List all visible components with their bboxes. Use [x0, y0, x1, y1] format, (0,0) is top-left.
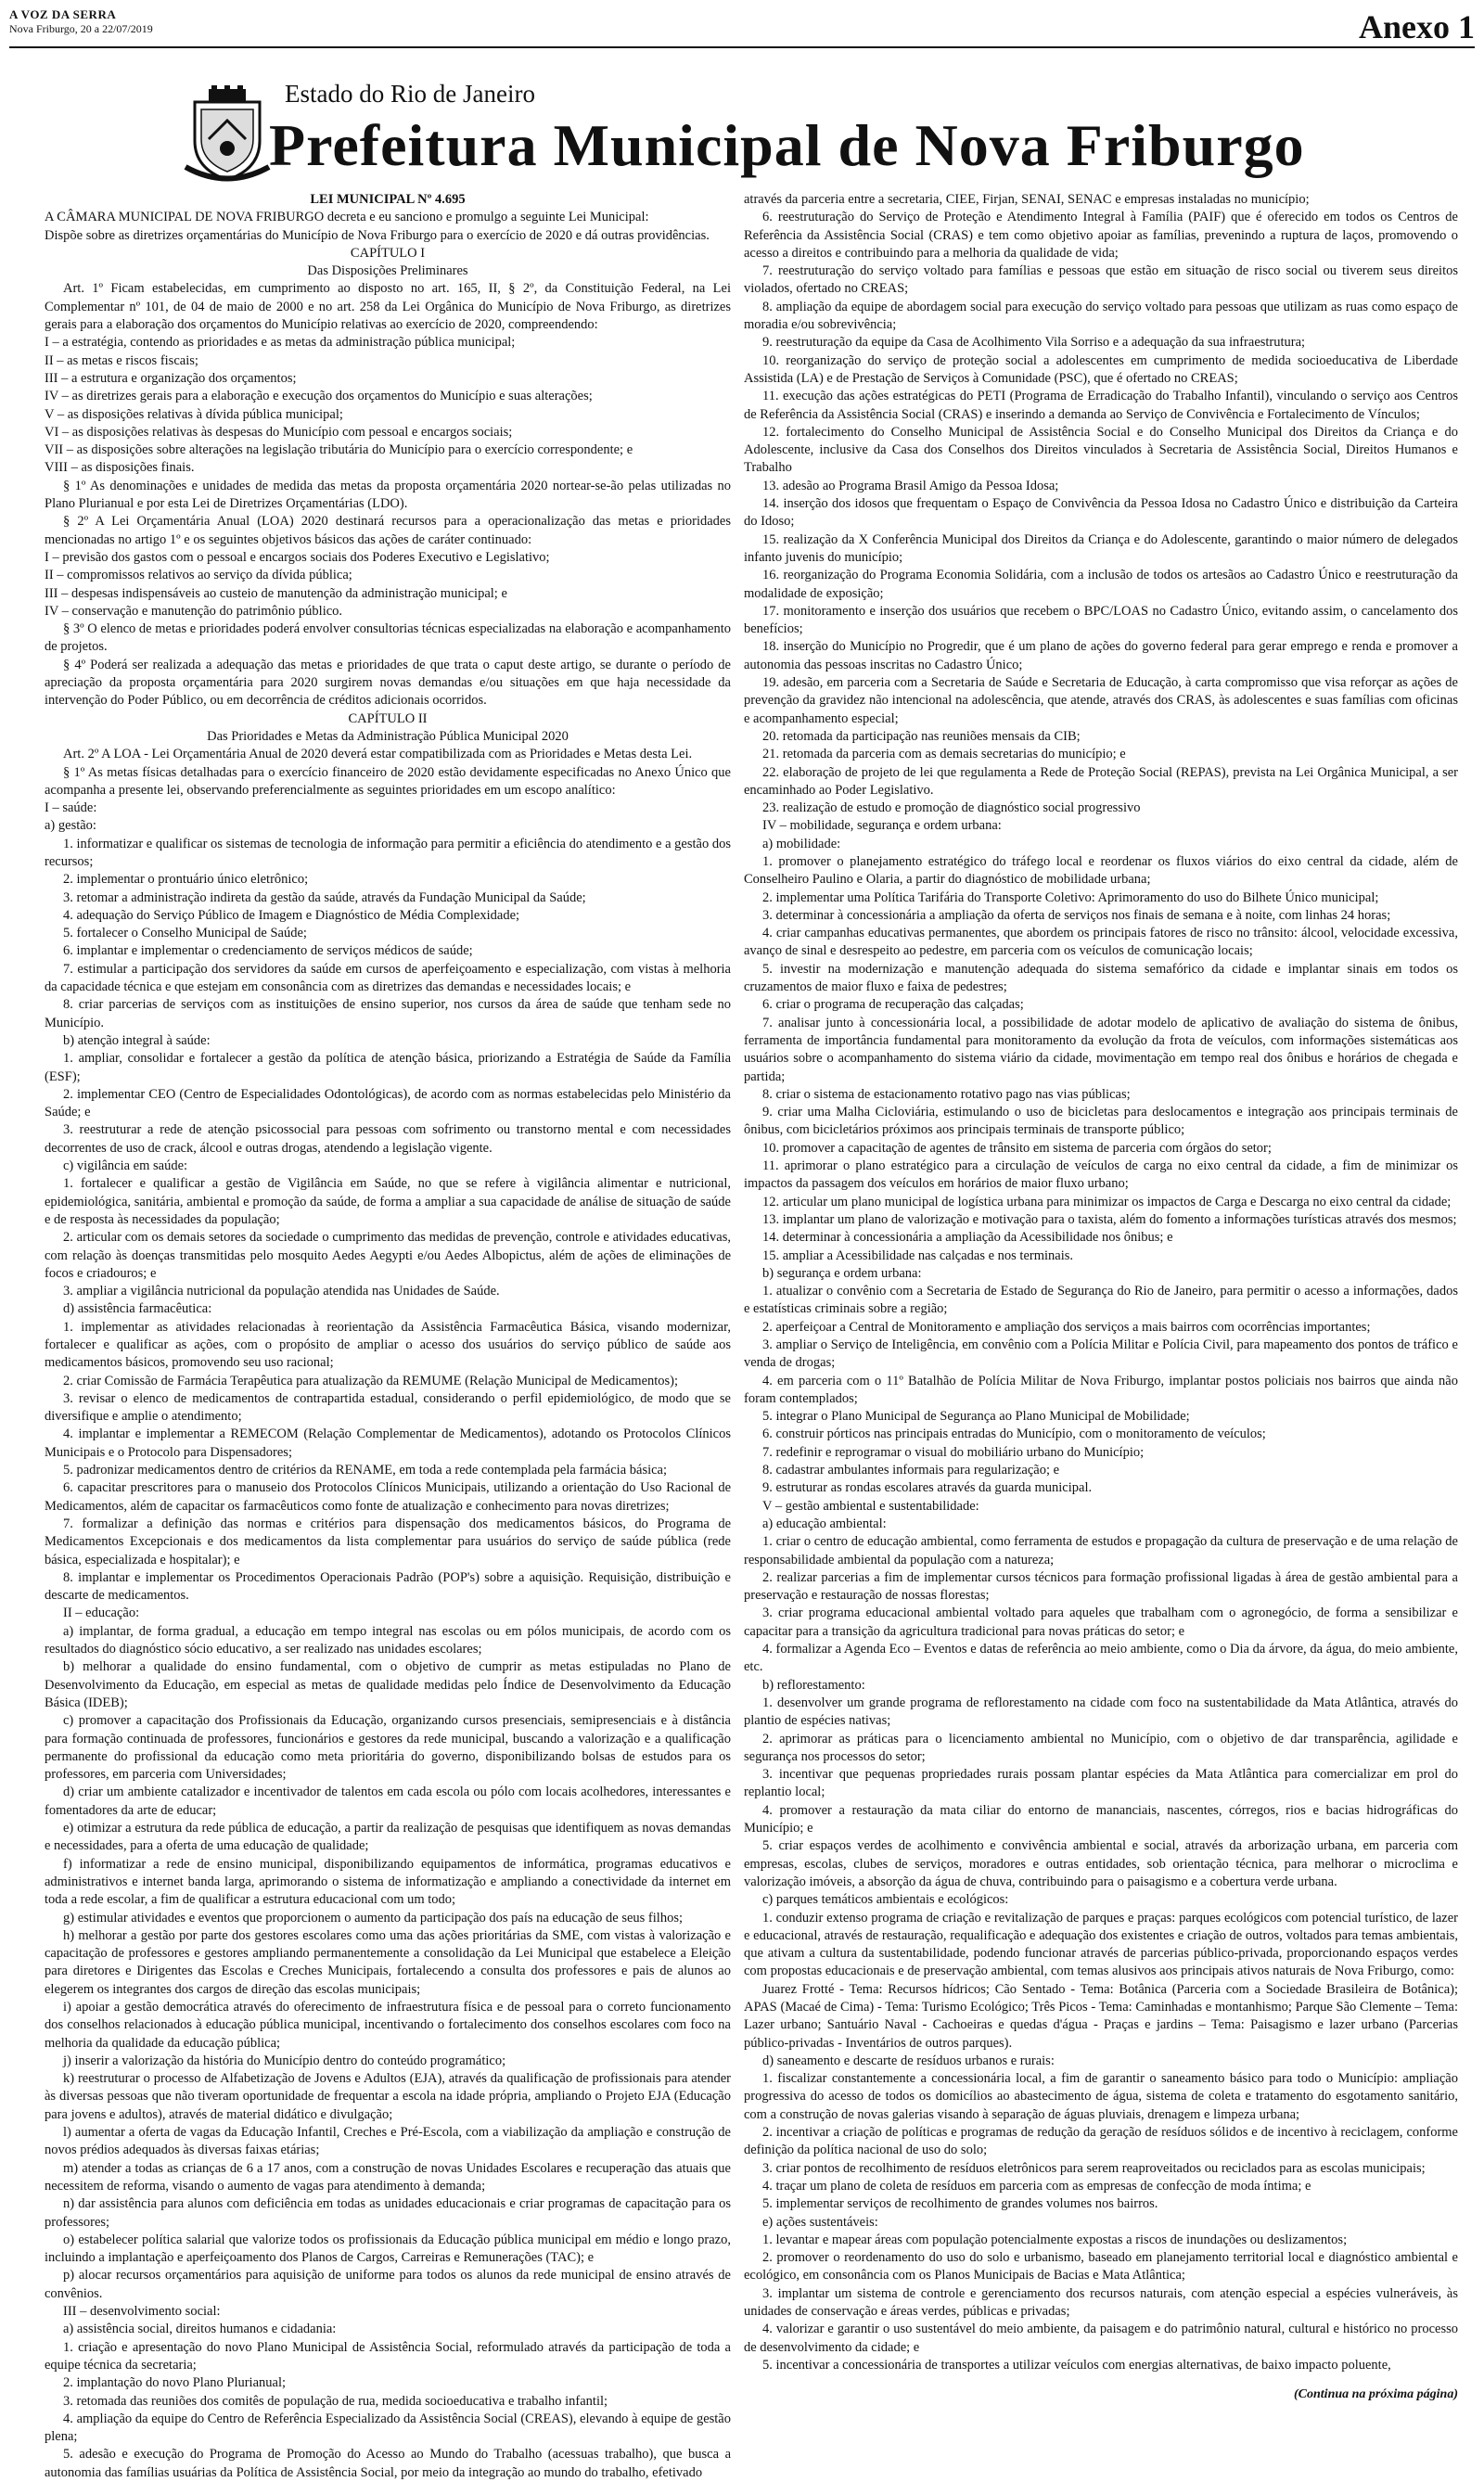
paragraph: 18. inserção do Município no Progredir, que é um plano de ações do governo federal para gerar emprego e renda e promover a autonomia das pessoas inscritas no Cadastro Único;	[744, 639, 1458, 672]
paragraph: 17. monitoramento e inserção dos usuários que recebem o BPC/LOAS no Cadastro Único, evitando assim, o cancelamento dos benefícios;	[744, 603, 1458, 637]
annex-label: Anexo 1	[1359, 8, 1475, 45]
paragraph: 4. em parceria com o 11º Batalhão de Polícia Militar de Nova Friburgo, implantar postos policiais nos bairros que ainda não foram contemplados;	[744, 1373, 1458, 1406]
paragraph: b) segurança e ordem urbana:	[762, 1265, 922, 1281]
paragraph: 8. criar o sistema de estacionamento rotativo pago nas vias públicas;	[762, 1086, 1131, 1102]
paragraph: 12. articular um plano municipal de logística urbana para minimizar os impactos de Carga e Descarga no eixo central da cidade;	[762, 1194, 1452, 1209]
paragraph: 6. criar o programa de recuperação das calçadas;	[762, 997, 1024, 1013]
paragraph: V – as disposições relativas à dívida pública municipal;	[45, 406, 343, 422]
paragraph: 7. reestruturação do serviço voltado para famílias e pessoas que estão em situação de risco social ou tiverem seus direitos violados, ofertado no CREAS;	[744, 263, 1458, 297]
paragraph: 5. investir na modernização e manutenção adequada do sistema semafórico da cidade e implantar sinais em todos os cruzamentos de maior fluxo e faixa de pedestres;	[744, 961, 1458, 995]
paragraph: 3. ampliar a vigilância nutricional da população atendida nas Unidades de Saúde.	[63, 1284, 500, 1299]
paragraph: 7. estimular a participação dos servidores da saúde em cursos de aperfeiçoamento e especialização, com vistas à melhoria da capacidade técnica e que estejam em consonância com as diretrizes das demandas e necessidades locais; e	[45, 961, 731, 995]
newspaper-header	[9, 6, 1475, 48]
paragraph: 5. fortalecer o Conselho Municipal de Saúde;	[63, 926, 307, 941]
paragraph: 4. implantar e implementar a REMECOM (Relação Complementar de Medicamentos), adotando os Protocolos Clínicos Municipais e o Protocolo para Dispensadores;	[45, 1427, 731, 1460]
right-column	[744, 191, 1458, 2371]
paragraph: 15. ampliar a Acessibilidade nas calçadas e nos terminais.	[762, 1247, 1074, 1263]
paragraph: 6. reestruturação do Serviço de Proteção e Atendimento Integral à Família (PAIF) que é oferecido em todos os Centros de Referência da Assistência Social (CRAS) e tem como objetivo apoiar as famílias, prevenindo a ruptura de laços, promovendo o acesso a direitos e contribuindo para a melhoria da qualidade de vida;	[744, 210, 1458, 261]
paragraph: § 3º O elenco de metas e prioridades poderá envolver consultorias técnicas especializadas na elaboração e acompanhamento de projetos.	[45, 621, 731, 655]
paragraph: k) reestruturar o processo de Alfabetização de Jovens e Adultos (EJA), através da qualificação de profissionais para atender às diversas pessoas que não tiveram oportunidade de frequentar a escola na idade própria, ampliando o Projeto EJA (Educação para jovens e adultos), através de material didático e divulgação;	[45, 2071, 731, 2122]
paragraph: 4. criar campanhas educativas permanentes, que abordem os principais fatores de risco no trânsito: álcool, velocidade excessiva, avanço de sinal e desrespeito ao pedestre, em parceria com os veículos de comunicação locais;	[744, 926, 1458, 959]
prefeitura-title: Prefeitura Municipal de Nova Friburgo	[269, 112, 1305, 178]
paragraph: § 1º As denominações e unidades de medida das metas da proposta orçamentária 2020 nortear-se-ão pelas utilizadas no Plano Plurianual e por esta Lei de Diretrizes Orçamentárias (LDO).	[45, 478, 731, 512]
paragraph: 4. formalizar a Agenda Eco – Eventos e datas de referência ao meio ambiente, como o Dia da árvore, da água, do meio ambiente, etc.	[744, 1642, 1458, 1675]
paragraph: 13. adesão ao Programa Brasil Amigo da Pessoa Idosa;	[762, 478, 1059, 493]
paragraph: LEI MUNICIPAL Nº 4.695	[310, 192, 466, 207]
paragraph: b) reflorestamento:	[762, 1677, 865, 1693]
paragraph: III – despesas indispensáveis ao custeio de manutenção da administração municipal; e	[45, 585, 507, 601]
paragraph: 6. implantar e implementar o credenciamento de serviços médicos de saúde;	[63, 943, 473, 959]
paragraph: 1. implementar as atividades relacionadas à reorientação da Assistência Farmacêutica Básica, visando modernizar, fortalecer e qualificar as ações, com o propósito de ampliar o acesso dos usuários do serviço público de saúde aos medicamentos básicos, promovendo seu uso racional;	[45, 1319, 731, 1371]
paragraph: g) estimular atividades e eventos que proporcionem o aumento da participação dos país na educação de seus filhos;	[63, 1910, 683, 1925]
paragraph: I – previsão dos gastos com o pessoal e encargos sociais dos Poderes Executivo e Legislativo;	[45, 549, 550, 565]
coat-of-arms-icon	[181, 83, 274, 186]
paragraph: 1. fortalecer e qualificar a gestão de Vigilância em Saúde, no que se refere à vigilância alimentar e nutricional, epidemiológica, sanitária, ambiental e promoção da saúde, de forma a ampliar a sua capacidade de análise de situação de saúde e de resposta às necessidades da população;	[45, 1176, 731, 1227]
paragraph: a) assistência social, direitos humanos e cidadania:	[63, 2322, 337, 2337]
paragraph: 9. criar uma Malha Cicloviária, estimulando o uso de bicicletas para deslocamentos e integração aos principais terminais de ônibus, com bicicletários próximos aos principais terminais de transporte público;	[744, 1105, 1458, 1138]
paragraph: Das Disposições Preliminares	[307, 263, 468, 279]
paragraph: 4. traçar um plano de coleta de resíduos em parceria com as empresas de confecção de moda íntima; e	[762, 2178, 1311, 2194]
paragraph: 10. promover a capacitação de agentes de trânsito em sistema de parceria com órgãos do setor;	[762, 1140, 1272, 1156]
paragraph: 16. reorganização do Programa Economia Solidária, com a inclusão de todos os artesãos ao Cadastro Único e reestruturação da modalidade de exposição;	[744, 568, 1458, 601]
paragraph: e) ações sustentáveis:	[762, 2214, 878, 2230]
paragraph: IV – mobilidade, segurança e ordem urbana:	[762, 818, 1002, 834]
paragraph: IV – as diretrizes gerais para a elaboração e execução dos orçamentos do Município e suas alterações;	[45, 389, 593, 404]
paragraph: a) gestão:	[45, 818, 96, 834]
paragraph: 2. implementar o prontuário único eletrônico;	[63, 872, 309, 888]
paragraph: 2. implementar CEO (Centro de Especialidades Odontológicas), de acordo com as normas estabelecidas pelo Ministério da Saúde; e	[45, 1086, 731, 1120]
paragraph: 2. articular com os demais setores da sociedade o cumprimento das medidas de prevenção, controle e atividades educativas, com relação às doenças transmitidas pelo mosquito Aedes Aegypti e/ou Aedes Albopictus, além de ações de eliminações de focos e criadouros; e	[45, 1230, 731, 1281]
paragraph: 22. elaboração de projeto de lei que regulamenta a Rede de Proteção Social (REPAS), prevista na Lei Orgânica Municipal, a ser encaminhado ao Poder Legislativo.	[744, 764, 1458, 798]
newspaper-date: Nova Friburgo, 20 a 22/07/2019	[9, 22, 153, 35]
paragraph: VI – as disposições relativas às despesas do Município com pessoal e encargos sociais;	[45, 424, 513, 440]
paragraph: 8. cadastrar ambulantes informais para regularização; e	[762, 1463, 1060, 1478]
paragraph: 13. implantar um plano de valorização e motivação para o taxista, além do fomento a informações turísticas através dos mesmos;	[762, 1211, 1457, 1227]
paragraph: 1. informatizar e qualificar os sistemas de tecnologia de informação para permitir a eficiência do atendimento e a gestão dos recursos;	[45, 836, 731, 869]
paragraph: I – a estratégia, contendo as prioridades e as metas da administração pública municipal;	[45, 335, 516, 351]
paragraph: A CÂMARA MUNICIPAL DE NOVA FRIBURGO decreta e eu sanciono e promulgo a seguinte Lei Municipal:	[45, 210, 649, 225]
paragraph: 1. criação e apresentação do novo Plano Municipal de Assistência Social, reformulado através da participação de toda a equipe técnica da secretaria;	[45, 2339, 731, 2373]
paragraph: 3. retomar a administração indireta da gestão da saúde, através da Fundação Municipal da Saúde;	[63, 889, 586, 905]
paragraph: III – a estrutura e organização dos orçamentos;	[45, 370, 297, 386]
paragraph: V – gestão ambiental e sustentabilidade:	[762, 1498, 979, 1514]
paragraph: d) criar um ambiente catalizador e incentivador de talentos em cada escola ou pólo com locais acolhedores, interessantes e fomentadores da arte de educar;	[45, 1785, 731, 1818]
paragraph: 1. atualizar o convênio com a Secretaria de Estado de Segurança do Rio de Janeiro, para permitir o acesso a informações, dados e estatísticas criminais sobre a região;	[744, 1284, 1458, 1317]
paragraph: d) saneamento e descarte de resíduos urbanos e rurais:	[762, 2053, 1055, 2068]
paragraph: 1. fiscalizar constantemente a concessionária local, a fim de garantir o saneamento básico para todo o Município: ampliação progressiva do acesso de todos os domicílios ao abastecimento de água, sistema de coleta e tratamento do esgotamento sanitário, com a construção de novas galerias visando à separação de águas pluviais, drenagem e limpeza urbana;	[744, 2071, 1458, 2122]
paragraph: 1. levantar e mapear áreas com população potencialmente expostas a riscos de inundações ou deslizamentos;	[762, 2232, 1348, 2247]
paragraph: o) estabelecer política salarial que valorize todos os profissionais da Educação pública municipal em médio e longo prazo, incluindo a implantação e aperfeiçoamento dos Planos de Cargos, Carreiras e Remunerações (TAC); e	[45, 2232, 731, 2266]
paragraph: 5. integrar o Plano Municipal de Segurança ao Plano Municipal de Mobilidade;	[762, 1409, 1190, 1425]
paragraph: d) assistência farmacêutica:	[63, 1301, 212, 1317]
paragraph: I – saúde:	[45, 800, 97, 816]
paragraph: 1. criar o centro de educação ambiental, como ferramenta de estudos e propagação da cultura de preservação e de uma relação de responsabilidade ambiental da população com a natureza;	[744, 1534, 1458, 1567]
paragraph: 2. aperfeiçoar a Central de Monitoramento e ampliação dos serviços a mais bairros com ocorrências importantes;	[762, 1319, 1371, 1335]
paragraph: Art. 1º Ficam estabelecidas, em cumprimento ao disposto no art. 165, II, § 2º, da Constituição Federal, na Lei Complementar nº 101, de 04 de maio de 2000 e no art. 258 da Lei Orgânica do Município de Nova Friburgo, as diretrizes gerais para a elaboração dos orçamentos do Município relativas ao exercício de 2020, compreendendo:	[45, 281, 731, 333]
paragraph: § 4º Poderá ser realizada a adequação das metas e prioridades de que trata o caput deste artigo, se durante o período de apreciação da proposta orçamentária para 2020 surgirem novas demandas e/ou situações em que haja necessidade da intervenção do Poder Público, ou em decorrência de créditos adicionais ocorridos.	[45, 657, 731, 709]
paragraph: 8. criar parcerias de serviços com as instituições de ensino superior, nos cursos da área de saúde que tenham sede no Município.	[45, 997, 731, 1030]
paragraph: através da parceria entre a secretaria, CIEE, Firjan, SENAI, SENAC e empresas instaladas no município;	[744, 192, 1310, 207]
paragraph: 3. criar pontos de recolhimento de resíduos eletrônicos para serem reaproveitados ou reciclados para as escolas municipais;	[762, 2160, 1426, 2176]
continue-note: (Continua na próxima página)	[1294, 2387, 1458, 2401]
paragraph: 3. determinar à concessionária a ampliação da oferta de serviços nos finais de semana e à noite, com linhas 24 horas;	[762, 907, 1391, 923]
paragraph: § 1º As metas físicas detalhadas para o exercício financeiro de 2020 estão devidamente especificadas no Anexo Único que acompanha a presente lei, observando preferencialmente as seguintes prioridades em um escopo analítico:	[45, 764, 731, 798]
paragraph: 3. retomada das reuniões dos comitês de população de rua, medida socioeducativa e trabalho infantil;	[63, 2393, 608, 2409]
paragraph: a) implantar, de forma gradual, a educação em tempo integral nas escolas ou em pólos municipais, de acordo com os resultados do diagnóstico sócio educativo, a ser realizado nas unidades escolares;	[45, 1623, 731, 1657]
paragraph: n) dar assistência para alunos com deficiência em todas as unidades educacionais e criar programas de capacitação para os professores;	[45, 2196, 731, 2230]
paragraph: § 2º A Lei Orçamentária Anual (LOA) 2020 destinará recursos para a operacionalização das metas e prioridades mencionadas no artigo 1º e os seguintes objetivos básicos das ações de caráter continuado:	[45, 514, 731, 547]
paragraph: 11. execução das ações estratégicas do PETI (Programa de Erradicação do Trabalho Infantil), vinculando o serviço aos Centros de Referência da Assistência Social (CRAS) e inserindo a demanda ao Serviço de Convivência e Fortalecimento de Vínculos;	[744, 389, 1458, 422]
paragraph: II – educação:	[63, 1606, 140, 1621]
paragraph: m) atender a todas as crianças de 6 a 17 anos, com a construção de novas Unidades Escolares e recuperação das atuais que necessitem de reforma, visando o aumento de vagas para atendimento à demanda;	[45, 2160, 731, 2194]
masthead	[181, 54, 1461, 184]
paragraph: 14. inserção dos idosos que frequentam o Espaço de Convivência da Pessoa Idosa no Cadastro Único e distribuição da Carteira do Idoso;	[744, 496, 1458, 530]
paragraph: i) apoiar a gestão democrática através do oferecimento de infraestrutura física e de pessoal para o correto funcionamento dos conselhos relacionados à educação pública municipal, incentivando o fortalecimento dos conselhos escolares com foco na melhoria da qualidade da educação pública;	[45, 1999, 731, 2051]
paragraph: 4. valorizar e garantir o uso sustentável do meio ambiente, da paisagem e do patrimônio natural, cultural e histórico no processo de desenvolvimento da cidade; e	[744, 2322, 1458, 2355]
paragraph: 7. redefinir e reprogramar o visual do mobiliário urbano do Município;	[762, 1444, 1145, 1460]
paragraph: c) vigilância em saúde:	[63, 1158, 188, 1174]
paragraph: 6. construir pórticos nas principais entradas do Município, com o monitoramento de veículos;	[762, 1427, 1266, 1442]
paragraph: 10. reorganização do serviço de proteção social a adolescentes em cumprimento de medida socioeducativa de Liberdade Assistida (LA) e de Prestação de Serviços à Comunidade (PSC), que é ofertado no CREAS;	[744, 352, 1458, 386]
paragraph: 2. promover o reordenamento do uso do solo e urbanismo, baseado em planejamento territorial local e diagnóstico ambiental e ecológico, em consonância com os Planos Municipais de Bacias e Mata Atlântica;	[744, 2250, 1458, 2284]
paragraph: 7. analisar junto à concessionária local, a possibilidade de adotar modelo de aplicativo de avaliação do sistema de ônibus, ferramenta de importância fundamental para monitoramento da evolução da frota de veículos, com informações sistemáticas aos usuários sobre o acompanhamento do sistema viário da cidade, movimentação em tempo real dos ônibus e horários de chegada e partida;	[744, 1015, 1458, 1084]
paragraph: 3. revisar o elenco de medicamentos de contrapartida estadual, considerando o perfil epidemiológico, de modo que se diversifique e amplie o atendimento;	[45, 1390, 731, 1425]
paragraph: 1. promover o planejamento estratégico do tráfego local e reordenar os fluxos viários do eixo central da cidade, além de Conselheiro Paulino e Olaria, a partir do diagnóstico de mobilidade urbana;	[744, 853, 1458, 888]
paragraph: Art. 2º A LOA - Lei Orçamentária Anual de 2020 deverá estar compatibilizada com as Prioridades e Metas desta Lei.	[63, 747, 693, 762]
paragraph: e) otimizar a estrutura da rede pública de educação, a partir da realização de pesquisas que identifiquem as novas demandas e necessidades, para a oferta de uma educação de qualidade;	[45, 1821, 731, 1854]
paragraph: 23. realização de estudo e promoção de diagnóstico social progressivo	[762, 800, 1141, 816]
paragraph: Juarez Frotté - Tema: Recursos hídricos; Cão Sentado - Tema: Botânica (Parceria com a Sociedade Brasileira de Botânica); APAS (Macaé de Cima) - Tema: Turismo Ecológico; Três Picos - Tema: Caminhadas e montanhismo; Parque São Clemente – Tema: Lazer urbano; Santuário Naval - Cachoeiras e quedas d'água - Praças e jardins – Tema: Paisagismo e lazer urbano (Parcerias público-privadas - Inventários de outros parques).	[744, 1981, 1458, 2051]
paragraph: a) mobilidade:	[762, 836, 841, 851]
paragraph: h) melhorar a gestão por parte dos gestores escolares como uma das ações prioritárias da SME, com vistas à valorização e capacitação de professores e gestores ampliando permanentemente a consolidação da Lei Municipal que estabelece a Eleição para diretores e Dirigentes das Escolas e Creches Municipais, fortalecendo a consulta dos professores e pais de alunos ao elegerem os integrantes dos cargos de direção das escolas municipais;	[45, 1927, 731, 1997]
paragraph: 2. criar Comissão de Farmácia Terapêutica para atualização da REMUME (Relação Municipal de Medicamentos);	[63, 1373, 679, 1388]
paragraph: 5. padronizar medicamentos dentro de critérios da RENAME, em toda a rede contemplada pela farmácia básica;	[63, 1463, 668, 1478]
paragraph: 7. formalizar a definição das normas e critérios para dispensação dos medicamentos básicos, do Programa de Medicamentos Excepcionais e dos medicamentos da lista complementar para usuários do serviço de saúde pública (rede básica, especializada e hospitalar); e	[45, 1516, 731, 1567]
paragraph: 1. conduzir extenso programa de criação e revitalização de parques e praças: parques ecológicos com potencial turístico, de lazer e educacional, através de restauração, requalificação e adequação dos existentes e criação de outros, voltados para temas ambientais, que ativam a cultura da sustentabilidade, podendo funcionar através de parcerias público-privada, proporcionando espaços verdes com propostas educacionais e de preservação ambiental, com temas alusivos aos principais ativos naturais de Nova Friburgo, como:	[744, 1910, 1458, 1979]
paragraph: a) educação ambiental:	[762, 1516, 887, 1531]
paragraph: c) promover a capacitação dos Profissionais da Educação, organizando cursos presenciais, semipresenciais e à distância para formação continuada de professores, funcionários e gestores da rede municipal, buscando a valorização e a qualificação permanente do profissional da educação como meta prioritária do governo, disponibilizando bolsas de estudos para os professores, em parceria com Universidades;	[45, 1713, 731, 1783]
paragraph: 3. criar programa educacional ambiental voltado para aqueles que trabalham com o agronegócio, de forma a sensibilizar e capacitar para a transição da agricultura tradicional para novas práticas do setor; e	[744, 1606, 1458, 1639]
paragraph: 2. realizar parcerias a fim de implementar cursos técnicos para formação profissional ligadas à área de gestão ambiental para a preservação e restauração de nossas florestas;	[744, 1569, 1458, 1604]
paragraph: III – desenvolvimento social:	[63, 2304, 221, 2320]
paragraph: 2. incentivar a criação de políticas e programas de redução da geração de resíduos sólidos e de incentivo à reciclagem, conforme definição da política nacional de uso do solo;	[744, 2125, 1458, 2158]
paragraph: IV – conservação e manutenção do patrimônio público.	[45, 603, 343, 619]
paragraph: 2. implantação do novo Plano Plurianual;	[63, 2375, 287, 2391]
paragraph: CAPÍTULO II	[348, 710, 428, 726]
paragraph: 1. ampliar, consolidar e fortalecer a gestão da política de atenção básica, priorizando a Estratégia de Saúde da Família (ESF);	[45, 1051, 731, 1084]
paragraph: 4. promover a restauração da mata ciliar do entorno de mananciais, nascentes, córregos, rios e bacias hidrográficas do Município; e	[744, 1802, 1458, 1836]
paragraph: 5. implementar serviços de recolhimento de grandes volumes nos bairros.	[762, 2196, 1158, 2212]
paragraph: VII – as disposições sobre alterações na legislação tributária do Município para o exercício correspondente; e	[45, 442, 633, 458]
paragraph: 9. estruturar as rondas escolares através da guarda municipal.	[762, 1480, 1093, 1496]
paragraph: Das Prioridades e Metas da Administração Pública Municipal 2020	[207, 728, 569, 744]
newspaper-name: A VOZ DA SERRA	[9, 7, 117, 21]
left-column	[45, 191, 731, 2480]
paragraph: 20. retomada da participação nas reuniões mensais da CIB;	[762, 728, 1081, 744]
paragraph: 3. incentivar que pequenas propriedades rurais possam plantar espécies da Mata Atlântica para comercializar em prol do replantio local;	[744, 1767, 1458, 1800]
paragraph: j) inserir a valorização da história do Município dentro do conteúdo programático;	[63, 2053, 506, 2068]
paragraph: c) parques temáticos ambientais e ecológicos:	[762, 1892, 1009, 1908]
paragraph: 14. determinar à concessionária a ampliação da Acessibilidade nos ônibus; e	[762, 1230, 1173, 1246]
paragraph: 15. realização da X Conferência Municipal dos Direitos da Criança e do Adolescente, garantindo o maior número de delegados infanto juvenis do município;	[744, 531, 1458, 565]
paragraph: p) alocar recursos orçamentários para aquisição de uniforme para todos os alunos da rede municipal de ensino através de convênios.	[45, 2268, 731, 2301]
paragraph: 3. reestruturar a rede de atenção psicossocial para pessoas com sofrimento ou transtorno mental e com necessidades decorrentes de uso de crack, álcool e outras drogas, atendendo a legislação vigente.	[45, 1122, 731, 1156]
paragraph: 11. aprimorar o plano estratégico para a circulação de veículos de carga no eixo central da cidade, a fim de minimizar os impactos da passagem dos veículos em horários de maior fluxo urbano;	[744, 1158, 1458, 1192]
paragraph: 6. capacitar prescritores para o manuseio dos Protocolos Clínicos Municipais, utilizando a orientação do Uso Racional de Medicamentos, além de capacitar os farmacêuticos como fonte de atualização e conhecimento para novas diretrizes;	[45, 1480, 731, 1514]
paragraph: 3. implantar um sistema de controle e gerenciamento dos recursos naturais, com atenção especial a espécies vulneráveis, às unidades de conservação e áreas verdes, públicas e privadas;	[744, 2285, 1458, 2320]
paragraph: 1. desenvolver um grande programa de reflorestamento na cidade com foco na sustentabilidade da Mata Atlântica, através do plantio de espécies nativas;	[744, 1695, 1458, 1729]
paragraph: l) aumentar a oferta de vagas da Educação Infantil, Creches e Pré-Escola, com a viabilização da ampliação e construção de novos prédios adequados às diversas faixas etárias;	[45, 2125, 731, 2158]
paragraph: VIII – as disposições finais.	[45, 460, 195, 476]
paragraph: CAPÍTULO I	[350, 245, 426, 261]
paragraph: 5. incentivar a concessionária de transportes a utilizar veículos com energias alternativas, de baixo impacto poluente,	[762, 2357, 1391, 2373]
paragraph: 5. adesão e execução do Programa de Promoção do Acesso ao Mundo do Trabalho (acessuas trabalho), que busca a autonomia das famílias usuárias da Política de Assistência Social, por meio da integração ao mundo do trabalho, efetivado	[45, 2447, 731, 2480]
paragraph: 4. ampliação da equipe do Centro de Referência Especializado da Assistência Social (CREAS), elevando à equipe de gestão plena;	[45, 2411, 731, 2445]
paragraph: b) atenção integral à saúde:	[63, 1032, 211, 1048]
paragraph: 2. implementar uma Política Tarifária do Transporte Coletivo: Aprimoramento do uso do Bilhete Único municipal;	[762, 889, 1379, 905]
paragraph: 21. retomada da parceria com as demais secretarias do município; e	[762, 747, 1126, 762]
paragraph: 5. criar espaços verdes de acolhimento e convivência ambiental e social, através da arborização urbana, em parceria com empresas, escolas, clubes de serviços, moradores e outras entidades, sob orientação técnica, para melhorar o microclima e valorização imóveis, a absorção da água de chuva, contribuindo para o paisagismo e a cobertura verde urbana.	[744, 1838, 1458, 1889]
paragraph: II – compromissos relativos ao serviço da dívida pública;	[45, 568, 352, 583]
paragraph: 3. ampliar o Serviço de Inteligência, em convênio com a Polícia Militar e Polícia Civil, para mapeamento dos pontos de tráfico e venda de drogas;	[744, 1337, 1458, 1371]
paragraph: 8. ampliação da equipe de abordagem social para execução do serviço voltado para pessoas que utilizam as ruas como espaço de moradia e/ou sobrevivência;	[744, 299, 1458, 333]
paragraph: 2. aprimorar as práticas para o licenciamento ambiental no Município, com o objetivo de dar transparência, agilidade e segurança nos processos do setor;	[744, 1731, 1458, 1764]
paragraph: 9. reestruturação da equipe da Casa de Acolhimento Vila Sorriso e a adequação da sua infraestrutura;	[762, 335, 1306, 351]
paragraph: 19. adesão, em parceria com a Secretaria de Saúde e Secretaria de Educação, à carta compromisso que visa reforçar as ações de prevenção da gravidez não intencional na adolescência, que atende, através dos CRAS, às adolescentes e suas famílias com oficinas e acompanhamento especial;	[744, 675, 1458, 726]
paragraph: b) melhorar a qualidade do ensino fundamental, com o objetivo de cumprir as metas estipuladas no Plano de Desenvolvimento da Educação, em especial as metas de qualidade medidas pelo Índice de Desenvolvimento da Educação Básica (IDEB);	[45, 1659, 731, 1710]
paragraph: 8. implantar e implementar os Procedimentos Operacionais Padrão (POP's) sobre a aquisição. Requisição, distribuição e descarte de medicamentos.	[45, 1569, 731, 1604]
state-name: Estado do Rio de Janeiro	[285, 80, 535, 108]
paragraph: 12. fortalecimento do Conselho Municipal de Assistência Social e do Conselho Municipal dos Direitos da Criança e do Adolescente, inclusive da Casa dos Conselhos dos Direitos vinculados à Secretaria de Assistência Social, Direitos Humanos e Trabalho	[744, 424, 1458, 476]
paragraph: II – as metas e riscos fiscais;	[45, 352, 198, 368]
paragraph: 4. adequação do Serviço Público de Imagem e Diagnóstico de Média Complexidade;	[63, 907, 520, 923]
paragraph: f) informatizar a rede de ensino municipal, disponibilizando equipamentos de informática, programas educativos e administrativos e internet banda larga, aprimorando o sistema de informatização e ampliando a conectividade da internet em toda a rede escolar, a fim de qualificar a estrutura educacional com um todo;	[45, 1856, 731, 1908]
paragraph: Dispõe sobre as diretrizes orçamentárias do Município de Nova Friburgo para o exercício de 2020 e dá outras providências.	[45, 227, 710, 243]
